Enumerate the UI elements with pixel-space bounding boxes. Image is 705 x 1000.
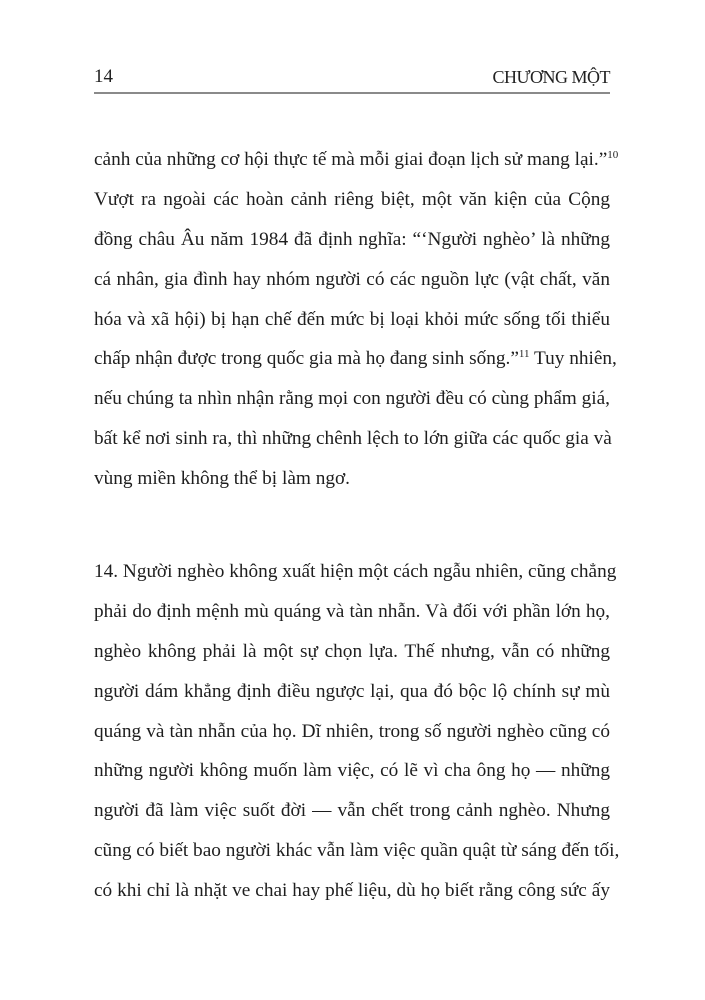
text-line: nếu chúng ta nhìn nhận rằng mọi con người đều có cùng phẩm giá, <box>94 388 610 410</box>
running-head <box>94 62 610 88</box>
text-line: người dám khẳng định điều ngược lại, qua đó bộc lộ chính sự mù <box>94 680 610 702</box>
text-line: đồng châu Âu năm 1984 đã định nghĩa: “‘Người nghèo’ là những <box>94 228 610 250</box>
text-line: người đã làm việc suốt đời — vẫn chết trong cảnh nghèo. Nhưng <box>94 800 610 822</box>
text-line: bất kể nơi sinh ra, thì những chênh lệch to lớn giữa các quốc gia và <box>94 428 612 450</box>
body-text <box>94 140 620 911</box>
text-line: quáng và tàn nhẫn của họ. Dĩ nhiên, trong số người nghèo cũng có <box>94 720 610 742</box>
text-line: cá nhân, gia đình hay nhóm người có các nguồn lực (vật chất, văn <box>94 268 610 290</box>
text-line: có khi chỉ là nhặt ve chai hay phế liệu, dù họ biết rằng công sức ấy <box>94 880 610 902</box>
footnote-ref-11[interactable]: 11 <box>518 348 530 361</box>
paragraph-14 <box>94 552 620 911</box>
text-line: 14. Người nghèo không xuất hiện một cách ngẫu nhiên, cũng chẳng <box>94 561 617 583</box>
page-number: 14 <box>94 66 113 87</box>
paragraph-13-continued <box>94 140 619 499</box>
paragraph-gap <box>94 499 610 552</box>
text-line: cũng có biết bao người khác vẫn làm việc quần quật từ sáng đến tối, <box>94 840 620 862</box>
text-line: hóa và xã hội) bị hạn chế đến mức bị loại khỏi mức sống tối thiểu <box>94 308 610 330</box>
text-line: nghèo không phải là một sự chọn lựa. Thế nhưng, vẫn có những <box>94 640 610 662</box>
text-line: chấp nhận được trong quốc gia mà họ đang sinh sống.”$^{11}$ Tuy nhiên, <box>94 348 617 370</box>
header-rule <box>94 92 610 94</box>
text-line: Vượt ra ngoài các hoàn cảnh riêng biệt, một văn kiện của Cộng <box>94 188 610 210</box>
text-line: những người không muốn làm việc, có lẽ vì cha ông họ — những <box>94 760 610 782</box>
chapter-title: CHƯƠNG MỘT <box>492 67 610 87</box>
text-line: cảnh của những cơ hội thực tế mà mỗi giai đoạn lịch sử mang lại.”$^{10}$ <box>94 149 619 170</box>
text-line: phải do định mệnh mù quáng và tàn nhẫn. Và đối với phần lớn họ, <box>94 600 610 622</box>
footnote-ref-10[interactable]: 10 <box>607 149 619 161</box>
text-line: vùng miền không thể bị làm ngơ. <box>94 468 351 490</box>
